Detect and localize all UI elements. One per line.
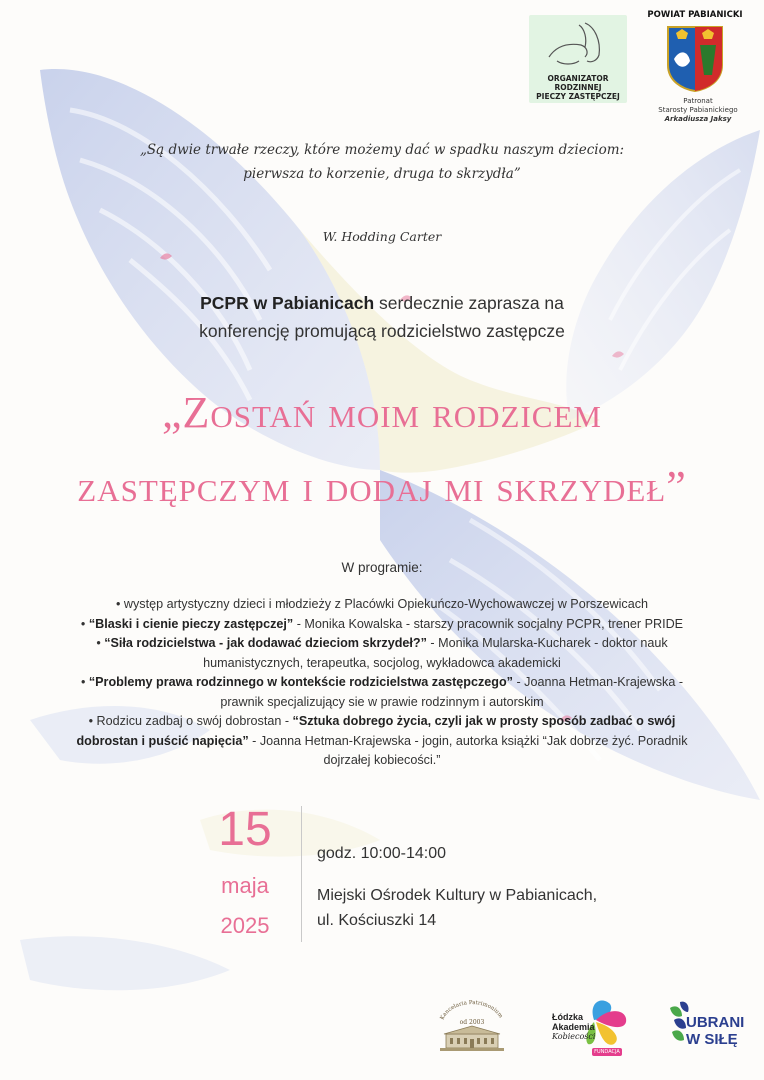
ubrani-line: W SIŁĘ — [686, 1031, 738, 1048]
invitation-line: konferencję promującą rodzicielstwo zastępcze — [199, 321, 565, 341]
program-item — [62, 712, 702, 771]
title-line: „Zostań moim rodzicem — [162, 388, 602, 437]
program-list — [62, 595, 702, 771]
organizator-line: RODZINNEJ — [554, 83, 602, 92]
powiat-title: POWIAT PABIANICKI — [647, 10, 743, 20]
program-item-prefix: • — [80, 675, 89, 689]
program-item — [62, 673, 702, 712]
event-month: maja — [221, 873, 269, 898]
patronat-name: Arkadiusza Jaksy — [664, 115, 732, 123]
lodzka-akademia-logo — [548, 996, 636, 1058]
lodzka-line: Akademia — [552, 1022, 595, 1032]
program-item-text: - Joanna Hetman-Krajewska - prawnik specjalizujący sie w prawie rodzinnym i autorskim — [220, 675, 684, 709]
program-item-text: - Monika Kowalska - starszy pracownik socjalny PCPR, trener PRIDE — [293, 616, 684, 631]
program-item-text: - Monika Mularska-Kucharek - doktor nauk humanistycznych, terapeutka, socjolog, wykładowca akademicki — [203, 636, 668, 670]
event-time: godz. 10:00-14:00 — [317, 845, 446, 862]
program-item-title: “Siła rodzicielstwa - jak dodawać dzieciom skrzydeł?” — [104, 636, 427, 650]
place-line: ul. Kościuszki 14 — [317, 912, 437, 929]
program-item-prefix: • — [80, 616, 89, 631]
quote-line: „Są dwie trwałe rzeczy, które możemy dać w spadku naszym dzieciom: — [139, 142, 625, 158]
program-item-text: - Joanna Hetman-Krajewska - jogin, autorka książki “Jak dobrze żyć. Poradnik dojrzałej kobiecości.” — [248, 733, 688, 767]
lodzka-italic: Kobiecości — [552, 1032, 596, 1041]
invitation-text — [80, 289, 684, 345]
patronat-line: Patronat — [683, 97, 713, 105]
invitation-line — [80, 289, 684, 317]
event-place — [317, 883, 677, 933]
organizator-line: PIECZY ZASTĘPCZEJ — [536, 92, 620, 101]
invitation-text-part: serdecznie zaprasza na — [374, 293, 564, 313]
program-item — [62, 595, 702, 615]
quote — [120, 138, 644, 186]
hands-icon — [529, 15, 627, 75]
ubrani-text — [686, 1014, 744, 1048]
lodzka-text — [552, 1012, 595, 1042]
ubrani-w-sile-logo — [666, 998, 745, 1058]
conference-title — [40, 376, 724, 524]
organizator-logo — [529, 15, 627, 103]
event-year: 2025 — [220, 913, 270, 938]
program-heading: W programie: — [341, 560, 423, 575]
organizer-name: PCPR w Pabianicach — [200, 293, 375, 313]
date-divider — [301, 806, 302, 942]
patronat-line: Starosty Pabianickiego — [658, 106, 738, 114]
patronat-text — [640, 97, 756, 124]
program-item — [62, 615, 702, 635]
program-item-prefix: • — [96, 636, 105, 650]
organizator-line: ORGANIZATOR — [547, 74, 609, 83]
title-line: zastępczym i dodaj mi skrzydeł” — [77, 462, 687, 511]
quote-line: pierwsza to korzenie, druga to skrzydła” — [243, 166, 521, 182]
program-item-title: “Sztuka dobrego życia, czyli jak w prosty sposób zadbać o swój dobrostan i puścić napięcia” — [76, 714, 676, 748]
kancelaria-year: od 2003 — [459, 1019, 485, 1026]
lodzka-line: Łódzka — [552, 1012, 584, 1022]
program-item-prefix: • Rodzicu zadbaj o swój dobrostan - — [88, 714, 293, 728]
ubrani-line: UBRANI — [686, 1014, 745, 1031]
program-item-title: “Blaski i cienie pieczy zastępczej” — [88, 616, 294, 631]
event-day: 15 — [218, 803, 272, 856]
coat-of-arms-icon — [666, 25, 724, 93]
place-line: Miejski Ośrodek Kultury w Pabianicach, — [317, 887, 598, 904]
program-item-title: “Problemy prawa rodzinnego w kontekście rodzicielstwa zastępczego” — [88, 675, 513, 689]
kancelaria-arc-text: Kancelaria Patrimonium — [439, 1000, 504, 1021]
organizator-text — [529, 74, 627, 101]
program-item-text: • występ artystyczny dzieci i młodzieży z Placówki Opiekuńczo-Wychowawczej w Porszewicach — [116, 597, 648, 611]
fundacja-badge: FUNDACJA — [592, 1048, 622, 1056]
kancelaria-logo — [432, 1000, 512, 1056]
quote-author: W. Hodding Carter — [322, 229, 442, 244]
program-item — [62, 634, 702, 673]
